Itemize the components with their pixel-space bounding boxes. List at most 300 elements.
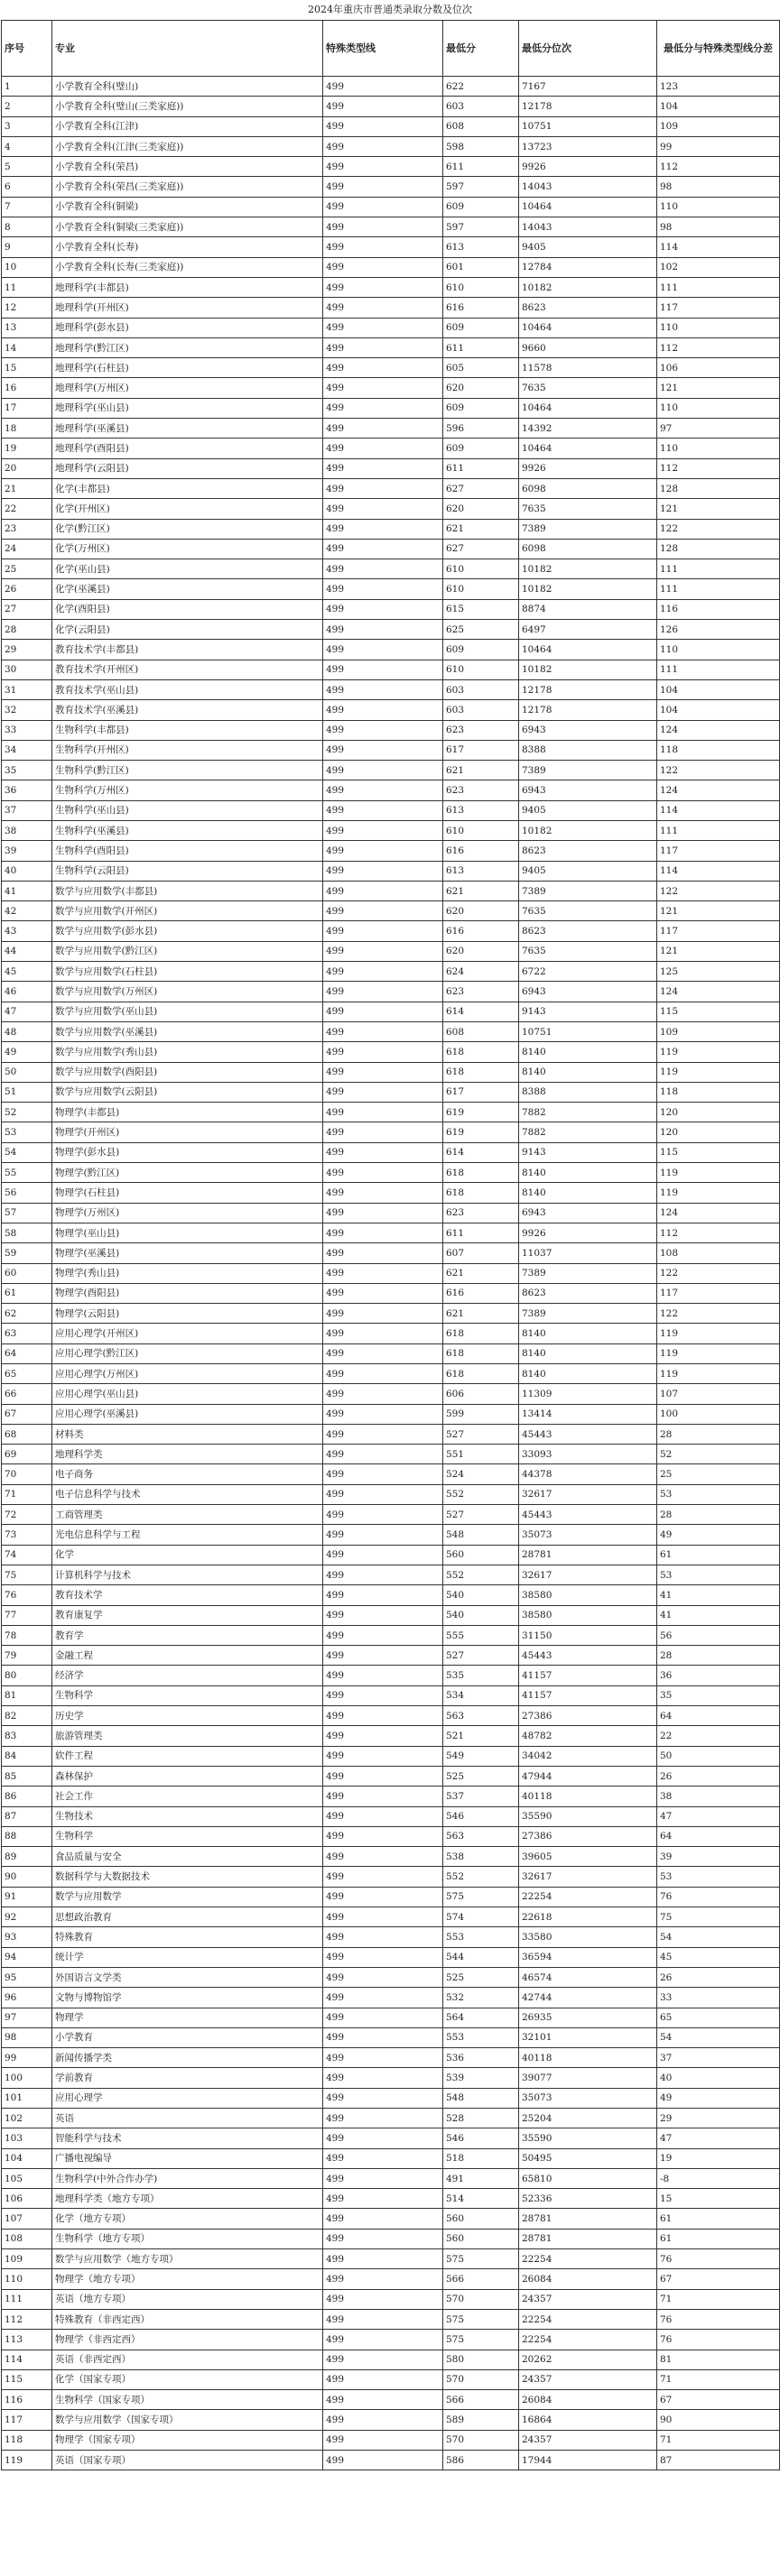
cell-score-diff: 71 (657, 2430, 780, 2450)
table-row (2, 1545, 780, 1565)
cell-min-rank: 8623 (519, 1283, 657, 1303)
cell-min-rank: 8140 (519, 1163, 657, 1183)
cell-special-line: 499 (323, 2390, 443, 2410)
cell-min-rank: 8140 (519, 1324, 657, 1343)
cell-min-score: 525 (443, 1766, 519, 1786)
cell-min-score: 611 (443, 1223, 519, 1242)
table-row (2, 1203, 780, 1223)
cell-min-score: 627 (443, 478, 519, 498)
cell-major: 软件工程 (52, 1746, 323, 1766)
cell-min-score: 620 (443, 378, 519, 398)
cell-score-diff: 104 (657, 97, 780, 116)
cell-index: 18 (2, 419, 52, 439)
table-row (2, 1806, 780, 1826)
cell-min-score: 552 (443, 1565, 519, 1584)
table-row (2, 439, 780, 458)
cell-min-rank: 6943 (519, 982, 657, 1002)
cell-index: 22 (2, 499, 52, 519)
cell-min-rank: 7882 (519, 1103, 657, 1122)
cell-major: 生物科学（地方专项） (52, 2229, 323, 2248)
cell-score-diff: 117 (657, 298, 780, 318)
cell-min-rank: 8140 (519, 1042, 657, 1062)
cell-score-diff: 124 (657, 780, 780, 800)
cell-index: 17 (2, 398, 52, 418)
table-row (2, 2249, 780, 2269)
cell-special-line: 499 (323, 800, 443, 820)
cell-special-line: 499 (323, 1565, 443, 1584)
cell-min-score: 539 (443, 2068, 519, 2088)
cell-min-rank: 44378 (519, 1464, 657, 1484)
cell-major: 物理学(巫山县) (52, 1223, 323, 1242)
cell-score-diff: 120 (657, 1122, 780, 1142)
table-row (2, 136, 780, 156)
cell-min-score: 549 (443, 1746, 519, 1766)
cell-major: 教育技术学(开州区) (52, 660, 323, 679)
cell-min-score: 618 (443, 1324, 519, 1343)
cell-min-score: 619 (443, 1103, 519, 1122)
cell-special-line: 499 (323, 1062, 443, 1082)
cell-score-diff: 112 (657, 157, 780, 177)
cell-min-score: 623 (443, 982, 519, 1002)
cell-major: 数据科学与大数据技术 (52, 1867, 323, 1887)
cell-min-score: 535 (443, 1666, 519, 1685)
cell-min-score: 575 (443, 2330, 519, 2350)
cell-min-score: 598 (443, 136, 519, 156)
cell-min-score: 618 (443, 1183, 519, 1203)
cell-special-line: 499 (323, 237, 443, 257)
cell-min-score: 563 (443, 1706, 519, 1726)
cell-min-rank: 9926 (519, 458, 657, 478)
table-row (2, 1525, 780, 1545)
cell-index: 100 (2, 2068, 52, 2088)
cell-index: 1 (2, 77, 52, 97)
cell-score-diff: 87 (657, 2451, 780, 2470)
cell-major: 小学教育全科(铜梁) (52, 197, 323, 217)
cell-score-diff: 112 (657, 337, 780, 357)
cell-special-line: 499 (323, 499, 443, 519)
cell-min-rank: 6098 (519, 539, 657, 559)
cell-major: 数学与应用数学(黔江区) (52, 941, 323, 961)
cell-special-line: 499 (323, 2369, 443, 2389)
cell-score-diff: 122 (657, 519, 780, 539)
table-row (2, 679, 780, 699)
cell-score-diff: 54 (657, 2027, 780, 2047)
table-row (2, 337, 780, 357)
cell-index: 55 (2, 1163, 52, 1183)
cell-index: 30 (2, 660, 52, 679)
table-row (2, 1103, 780, 1122)
table-row (2, 1424, 780, 1444)
cell-min-score: 618 (443, 1364, 519, 1384)
cell-special-line: 499 (323, 962, 443, 982)
cell-index: 26 (2, 579, 52, 599)
cell-major: 文物与博物馆学 (52, 1988, 323, 2008)
cell-min-score: 597 (443, 177, 519, 197)
cell-major: 应用心理学(巫山县) (52, 1384, 323, 1404)
cell-score-diff: 71 (657, 2369, 780, 2389)
table-row (2, 1646, 780, 1666)
cell-min-rank: 10464 (519, 439, 657, 458)
cell-index: 8 (2, 217, 52, 237)
cell-score-diff: 64 (657, 1826, 780, 1846)
cell-min-score: 586 (443, 2451, 519, 2470)
cell-special-line: 499 (323, 579, 443, 599)
cell-min-score: 532 (443, 1988, 519, 2008)
cell-major: 英语（地方专项） (52, 2289, 323, 2309)
table-row (2, 1706, 780, 1726)
header-score-diff: 最低分与特殊类型线分差 (657, 21, 780, 77)
table-row (2, 740, 780, 760)
cell-min-rank: 48782 (519, 1726, 657, 1746)
table-row (2, 1163, 780, 1183)
cell-min-score: 621 (443, 761, 519, 780)
cell-score-diff: 76 (657, 2249, 780, 2269)
table-row (2, 1605, 780, 1625)
cell-score-diff: 53 (657, 1867, 780, 1887)
cell-score-diff: 112 (657, 458, 780, 478)
cell-min-rank: 10464 (519, 640, 657, 660)
table-row (2, 1445, 780, 1464)
table-row (2, 2229, 780, 2248)
cell-major: 物理学(石柱县) (52, 1183, 323, 1203)
cell-score-diff: 19 (657, 2148, 780, 2168)
cell-index: 91 (2, 1887, 52, 1907)
cell-special-line: 499 (323, 1947, 443, 1967)
cell-major: 物理学 (52, 2008, 323, 2027)
cell-min-score: 525 (443, 1967, 519, 1987)
cell-major: 化学(万州区) (52, 539, 323, 559)
cell-min-score: 596 (443, 419, 519, 439)
cell-min-rank: 35590 (519, 1806, 657, 1826)
table-row (2, 1243, 780, 1263)
cell-min-score: 560 (443, 2229, 519, 2248)
cell-major: 数学与应用数学(彭水县) (52, 921, 323, 941)
cell-min-score: 546 (443, 1806, 519, 1826)
cell-min-rank: 10464 (519, 318, 657, 337)
cell-major: 学前教育 (52, 2068, 323, 2088)
table-row (2, 1384, 780, 1404)
cell-min-score: 564 (443, 2008, 519, 2027)
cell-index: 46 (2, 982, 52, 1002)
cell-major: 教育技术学(巫溪县) (52, 700, 323, 720)
table-row (2, 620, 780, 640)
cell-special-line: 499 (323, 1867, 443, 1887)
cell-score-diff: 115 (657, 1002, 780, 1021)
cell-min-score: 616 (443, 841, 519, 861)
cell-min-rank: 10182 (519, 277, 657, 297)
cell-score-diff: 120 (657, 1103, 780, 1122)
table-row (2, 519, 780, 539)
cell-min-rank: 13723 (519, 136, 657, 156)
cell-major: 材料类 (52, 1424, 323, 1444)
cell-index: 32 (2, 700, 52, 720)
cell-min-score: 560 (443, 2209, 519, 2229)
cell-major: 物理学(酉阳县) (52, 1283, 323, 1303)
cell-score-diff: 50 (657, 1746, 780, 1766)
cell-special-line: 499 (323, 1163, 443, 1183)
cell-min-score: 552 (443, 1867, 519, 1887)
table-row (2, 720, 780, 740)
cell-min-rank: 52336 (519, 2189, 657, 2209)
cell-index: 9 (2, 237, 52, 257)
cell-major: 生物科学(万州区) (52, 780, 323, 800)
cell-index: 80 (2, 1666, 52, 1685)
table-row (2, 539, 780, 559)
table-row (2, 116, 780, 136)
cell-special-line: 499 (323, 1988, 443, 2008)
cell-index: 28 (2, 620, 52, 640)
cell-index: 85 (2, 1766, 52, 1786)
cell-index: 73 (2, 1525, 52, 1545)
cell-special-line: 499 (323, 2048, 443, 2068)
table-row (2, 1142, 780, 1162)
cell-min-rank: 22254 (519, 2330, 657, 2350)
cell-min-score: 625 (443, 620, 519, 640)
cell-special-line: 499 (323, 640, 443, 660)
cell-index: 20 (2, 458, 52, 478)
cell-major: 应用心理学(开州区) (52, 1324, 323, 1343)
cell-min-rank: 7389 (519, 761, 657, 780)
table-row (2, 1042, 780, 1062)
cell-special-line: 499 (323, 136, 443, 156)
cell-min-score: 608 (443, 1021, 519, 1041)
cell-score-diff: 107 (657, 1384, 780, 1404)
cell-special-line: 499 (323, 841, 443, 861)
cell-min-rank: 32617 (519, 1484, 657, 1504)
cell-major: 教育技术学(巫山县) (52, 679, 323, 699)
cell-special-line: 499 (323, 1142, 443, 1162)
cell-index: 75 (2, 1565, 52, 1584)
cell-min-score: 620 (443, 499, 519, 519)
cell-min-rank: 35073 (519, 1525, 657, 1545)
cell-min-rank: 14392 (519, 419, 657, 439)
cell-min-rank: 14043 (519, 217, 657, 237)
cell-index: 117 (2, 2410, 52, 2430)
cell-major: 物理学（地方专项） (52, 2269, 323, 2289)
cell-major: 应用心理学(巫溪县) (52, 1404, 323, 1424)
cell-special-line: 499 (323, 419, 443, 439)
cell-index: 49 (2, 1042, 52, 1062)
cell-index: 92 (2, 1907, 52, 1927)
cell-min-rank: 32617 (519, 1565, 657, 1584)
cell-score-diff: 118 (657, 740, 780, 760)
cell-min-score: 552 (443, 1484, 519, 1504)
cell-special-line: 499 (323, 2430, 443, 2450)
cell-min-score: 555 (443, 1625, 519, 1645)
cell-min-rank: 47944 (519, 1766, 657, 1786)
cell-special-line: 499 (323, 740, 443, 760)
cell-special-line: 499 (323, 1042, 443, 1062)
table-row (2, 97, 780, 116)
table-row (2, 2369, 780, 2389)
table-row (2, 2410, 780, 2430)
cell-index: 15 (2, 358, 52, 378)
cell-score-diff: 121 (657, 499, 780, 519)
cell-min-rank: 65810 (519, 2168, 657, 2188)
cell-special-line: 499 (323, 197, 443, 217)
cell-special-line: 499 (323, 720, 443, 740)
cell-special-line: 499 (323, 2451, 443, 2470)
cell-special-line: 499 (323, 378, 443, 398)
cell-major: 地理科学(酉阳县) (52, 439, 323, 458)
cell-min-rank: 46574 (519, 1967, 657, 1987)
cell-min-rank: 36594 (519, 1947, 657, 1967)
cell-special-line: 499 (323, 1324, 443, 1343)
cell-min-rank: 38580 (519, 1585, 657, 1605)
cell-min-rank: 8388 (519, 740, 657, 760)
table-row (2, 2148, 780, 2168)
cell-min-score: 589 (443, 2410, 519, 2430)
cell-major: 物理学(万州区) (52, 1203, 323, 1223)
cell-special-line: 499 (323, 1464, 443, 1484)
cell-score-diff: 75 (657, 1907, 780, 1927)
cell-major: 新闻传播学类 (52, 2048, 323, 2068)
cell-score-diff: 111 (657, 277, 780, 297)
cell-index: 118 (2, 2430, 52, 2450)
cell-special-line: 499 (323, 1967, 443, 1987)
cell-index: 35 (2, 761, 52, 780)
cell-score-diff: 116 (657, 599, 780, 619)
cell-score-diff: 110 (657, 398, 780, 418)
cell-special-line: 499 (323, 539, 443, 559)
cell-special-line: 499 (323, 1706, 443, 1726)
cell-index: 74 (2, 1545, 52, 1565)
cell-min-score: 566 (443, 2269, 519, 2289)
cell-major: 数学与应用数学(万州区) (52, 982, 323, 1002)
cell-major: 数学与应用数学(秀山县) (52, 1042, 323, 1062)
cell-min-rank: 11578 (519, 358, 657, 378)
cell-major: 化学(酉阳县) (52, 599, 323, 619)
cell-index: 90 (2, 1867, 52, 1887)
table-row (2, 962, 780, 982)
cell-major: 数学与应用数学(开州区) (52, 901, 323, 921)
cell-min-rank: 14043 (519, 177, 657, 197)
cell-min-score: 521 (443, 1726, 519, 1746)
cell-index: 37 (2, 800, 52, 820)
cell-special-line: 499 (323, 1002, 443, 1021)
cell-min-score: 621 (443, 881, 519, 900)
table-row (2, 1988, 780, 2008)
cell-score-diff: 67 (657, 2390, 780, 2410)
cell-major: 物理学（非西定西） (52, 2330, 323, 2350)
cell-min-score: 616 (443, 1283, 519, 1303)
table-row (2, 1787, 780, 1806)
cell-index: 104 (2, 2148, 52, 2168)
table-row (2, 1263, 780, 1283)
cell-index: 19 (2, 439, 52, 458)
cell-index: 67 (2, 1404, 52, 1424)
cell-min-rank: 25204 (519, 2108, 657, 2128)
cell-min-score: 491 (443, 2168, 519, 2188)
cell-major: 生物科学(巫溪县) (52, 820, 323, 840)
cell-min-score: 618 (443, 1062, 519, 1082)
cell-min-rank: 22254 (519, 2309, 657, 2329)
cell-special-line: 499 (323, 1787, 443, 1806)
cell-special-line: 499 (323, 559, 443, 579)
cell-major: 生物科学(酉阳县) (52, 841, 323, 861)
cell-min-score: 627 (443, 539, 519, 559)
table-row (2, 1967, 780, 1987)
cell-min-score: 621 (443, 519, 519, 539)
cell-score-diff: 111 (657, 559, 780, 579)
cell-min-rank: 22254 (519, 1887, 657, 1907)
cell-score-diff: 124 (657, 720, 780, 740)
cell-special-line: 499 (323, 1183, 443, 1203)
table-row (2, 2209, 780, 2229)
cell-score-diff: 28 (657, 1424, 780, 1444)
cell-min-score: 623 (443, 720, 519, 740)
cell-score-diff: 117 (657, 921, 780, 941)
cell-min-rank: 7635 (519, 901, 657, 921)
cell-min-score: 608 (443, 116, 519, 136)
cell-min-rank: 8140 (519, 1364, 657, 1384)
table-row (2, 177, 780, 197)
cell-score-diff: 128 (657, 539, 780, 559)
cell-score-diff: 47 (657, 1806, 780, 1826)
cell-index: 108 (2, 2229, 52, 2248)
cell-score-diff: 119 (657, 1163, 780, 1183)
cell-index: 62 (2, 1304, 52, 1324)
cell-major: 数学与应用数学(石柱县) (52, 962, 323, 982)
cell-special-line: 499 (323, 1746, 443, 1766)
cell-index: 42 (2, 901, 52, 921)
cell-min-rank: 33093 (519, 1445, 657, 1464)
cell-min-rank: 8623 (519, 298, 657, 318)
cell-score-diff: 111 (657, 820, 780, 840)
cell-special-line: 499 (323, 2088, 443, 2108)
cell-min-score: 610 (443, 277, 519, 297)
cell-min-score: 621 (443, 1304, 519, 1324)
cell-min-score: 570 (443, 2289, 519, 2309)
table-row (2, 700, 780, 720)
cell-min-rank: 8623 (519, 841, 657, 861)
cell-min-score: 540 (443, 1585, 519, 1605)
cell-special-line: 499 (323, 1122, 443, 1142)
cell-index: 65 (2, 1364, 52, 1384)
cell-special-line: 499 (323, 780, 443, 800)
cell-score-diff: 99 (657, 136, 780, 156)
cell-major: 电子信息科学与技术 (52, 1484, 323, 1504)
table-row (2, 378, 780, 398)
cell-special-line: 499 (323, 2168, 443, 2188)
cell-major: 生物科学(开州区) (52, 740, 323, 760)
table-row (2, 2008, 780, 2027)
table-row (2, 1484, 780, 1504)
cell-special-line: 499 (323, 1223, 443, 1242)
table-row (2, 2068, 780, 2088)
cell-min-rank: 6722 (519, 962, 657, 982)
table-row (2, 1304, 780, 1324)
cell-min-rank: 39077 (519, 2068, 657, 2088)
cell-min-score: 537 (443, 1787, 519, 1806)
table-row (2, 1907, 780, 1927)
cell-score-diff: 110 (657, 318, 780, 337)
cell-index: 40 (2, 861, 52, 881)
cell-min-score: 548 (443, 2088, 519, 2108)
table-row (2, 1867, 780, 1887)
cell-major: 生物科学(云阳县) (52, 861, 323, 881)
cell-major: 化学(云阳县) (52, 620, 323, 640)
cell-index: 38 (2, 820, 52, 840)
cell-min-rank: 9926 (519, 157, 657, 177)
cell-min-score: 575 (443, 1887, 519, 1907)
cell-special-line: 499 (323, 337, 443, 357)
cell-min-rank: 6943 (519, 1203, 657, 1223)
table-row (2, 358, 780, 378)
cell-index: 12 (2, 298, 52, 318)
cell-min-rank: 10182 (519, 579, 657, 599)
cell-special-line: 499 (323, 901, 443, 921)
